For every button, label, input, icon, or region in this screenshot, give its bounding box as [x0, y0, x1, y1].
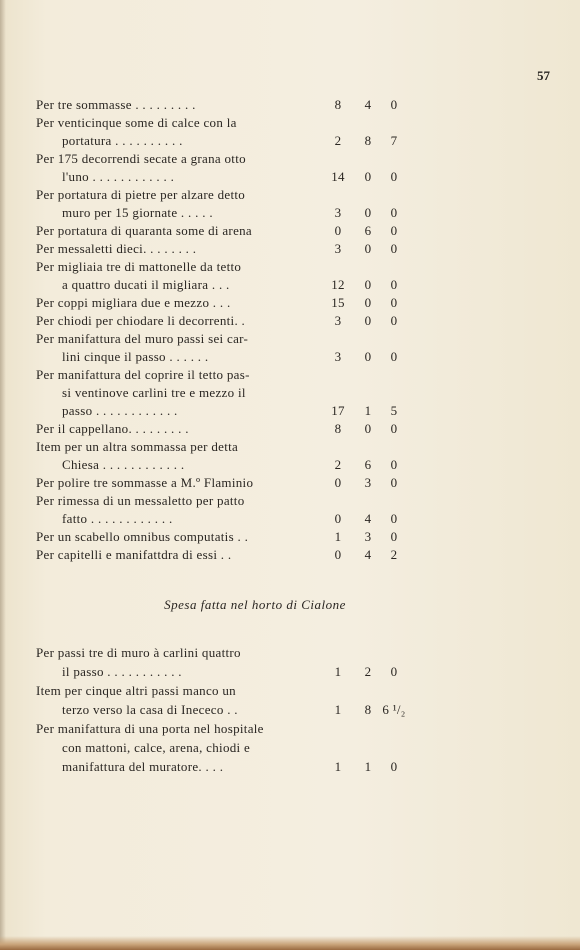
entry-row	[36, 348, 546, 366]
entry-row	[36, 510, 546, 528]
amount-carlini: 2	[364, 664, 372, 679]
entry-text: Per venticinque some di calce con la	[36, 115, 237, 130]
entry-row	[36, 663, 546, 682]
entry-text: muro per 15 giornate . . . . .	[62, 205, 213, 220]
entry-text: Per rimessa di un messaletto per patto	[36, 493, 245, 508]
amount-ducati: 1	[334, 702, 342, 717]
amount-ducati: 3	[334, 241, 342, 256]
entry-row	[36, 420, 546, 438]
entry-row	[36, 546, 546, 564]
entry-row	[36, 150, 546, 168]
amount-carlini: 0	[364, 421, 372, 436]
amount-carlini: 3	[364, 475, 372, 490]
amount-grana: 0	[390, 97, 398, 112]
entry-text: Per passi tre di muro à carlini quattro	[36, 645, 241, 660]
entry-text: l'uno . . . . . . . . . . . .	[62, 169, 175, 184]
section-heading: Spesa fatta nel horto di Cialone	[164, 597, 346, 612]
entry-row	[36, 644, 546, 663]
entry-text: fatto . . . . . . . . . . . .	[62, 511, 173, 526]
entry-text: Per capitelli e manifattdra di essi . .	[36, 547, 232, 562]
entry-text: a quattro ducati il migliara . . .	[62, 277, 230, 292]
entry-row	[36, 312, 546, 330]
amount-grana: 0	[390, 313, 398, 328]
entry-row	[36, 720, 546, 739]
amount-grana: 0	[390, 223, 398, 238]
amount-grana: 6 ¹/₂	[382, 702, 406, 717]
amount-grana: 2	[390, 547, 398, 562]
entry-text: il passo . . . . . . . . . . .	[62, 664, 182, 679]
amount-grana: 0	[390, 295, 398, 310]
entry-text: Per coppi migliara due e mezzo . . .	[36, 295, 231, 310]
page-number: 57	[537, 68, 550, 83]
amount-grana: 0	[390, 759, 398, 774]
amount-carlini: 0	[364, 349, 372, 364]
entry-text: Per manifattura del muro passi sei car-	[36, 331, 249, 346]
entry-row	[36, 384, 546, 402]
amount-grana: 0	[390, 511, 398, 526]
entry-row	[36, 402, 546, 420]
amount-ducati: 3	[334, 349, 342, 364]
entry-row	[36, 114, 546, 132]
amount-ducati: 0	[334, 223, 342, 238]
amount-carlini: 0	[364, 241, 372, 256]
amount-grana: 7	[390, 133, 398, 148]
entry-text: portatura . . . . . . . . . .	[62, 133, 183, 148]
amount-ducati: 0	[334, 511, 342, 526]
entry-text: terzo verso la casa di Inececo . .	[62, 702, 238, 717]
amount-carlini: 6	[364, 457, 372, 472]
amount-grana: 0	[390, 205, 398, 220]
entry-row	[36, 240, 546, 258]
entry-row	[36, 438, 546, 456]
entry-row	[36, 758, 546, 777]
entry-text: Per 175 decorrendi secate a grana otto	[36, 151, 246, 166]
amount-carlini: 6	[364, 223, 372, 238]
entry-row	[36, 492, 546, 510]
entry-text: Per il cappellano. . . . . . . . .	[36, 421, 189, 436]
amount-grana: 0	[390, 169, 398, 184]
amount-carlini: 0	[364, 277, 372, 292]
amount-carlini: 8	[364, 702, 372, 717]
entry-text: Per tre sommasse . . . . . . . . .	[36, 97, 196, 112]
entry-text: con mattoni, calce, arena, chiodi e	[62, 740, 251, 755]
amount-carlini: 1	[364, 403, 372, 418]
amount-carlini: 0	[364, 313, 372, 328]
entry-text: Per manifattura di una porta nel hospitale	[36, 721, 264, 736]
amount-ducati: 2	[334, 457, 342, 472]
entry-row	[36, 330, 546, 348]
entry-row	[36, 294, 546, 312]
amount-ducati: 17	[331, 403, 345, 418]
amount-ducati: 2	[334, 133, 342, 148]
amount-carlini: 0	[364, 205, 372, 220]
entry-text: manifattura del muratore. . . .	[62, 759, 224, 774]
entry-text: Per un scabello omnibus computatis . .	[36, 529, 249, 544]
amount-grana: 0	[390, 529, 398, 544]
entry-row	[36, 204, 546, 222]
amount-ducati: 14	[331, 169, 345, 184]
entry-text: Per portatura di pietre per alzare detto	[36, 187, 246, 202]
amount-carlini: 0	[364, 295, 372, 310]
amount-carlini: 4	[364, 511, 372, 526]
entry-row	[36, 682, 546, 701]
entry-text: Per chiodi per chiodare li decorrenti. .	[36, 313, 246, 328]
amount-grana: 0	[390, 349, 398, 364]
amount-ducati: 8	[334, 97, 342, 112]
entry-row	[36, 739, 546, 758]
amount-carlini: 4	[364, 547, 372, 562]
entry-row	[36, 366, 546, 384]
amount-ducati: 1	[334, 664, 342, 679]
entry-text: lini cinque il passo . . . . . .	[62, 349, 209, 364]
entry-text: Per messaletti dieci. . . . . . . .	[36, 241, 197, 256]
entry-text: Per migliaia tre di mattonelle da tetto	[36, 259, 242, 274]
amount-grana: 0	[390, 457, 398, 472]
amount-grana: 0	[390, 421, 398, 436]
amount-ducati: 0	[334, 547, 342, 562]
amount-carlini: 8	[364, 133, 372, 148]
entry-row	[36, 186, 546, 204]
amount-ducati: 3	[334, 205, 342, 220]
entry-row	[36, 456, 546, 474]
entry-row	[36, 701, 546, 720]
entry-text: Item per cinque altri passi manco un	[36, 683, 236, 698]
expense-list	[36, 96, 546, 564]
amount-ducati: 1	[334, 529, 342, 544]
amount-grana: 5	[390, 403, 398, 418]
amount-carlini: 3	[364, 529, 372, 544]
expense-list-horto	[36, 644, 546, 777]
entry-text: Item per un altra sommassa per detta	[36, 439, 239, 454]
entry-row	[36, 276, 546, 294]
entry-row	[36, 528, 546, 546]
entry-text: Per polire tre sommasse a M.º Flaminio	[36, 475, 254, 490]
entry-text: Per manifattura del coprire il tetto pas-	[36, 367, 250, 382]
amount-grana: 0	[390, 475, 398, 490]
amount-ducati: 8	[334, 421, 342, 436]
entry-text: Chiesa . . . . . . . . . . . .	[62, 457, 185, 472]
amount-carlini: 1	[364, 759, 372, 774]
amount-ducati: 12	[331, 277, 345, 292]
amount-carlini: 4	[364, 97, 372, 112]
amount-ducati: 1	[334, 759, 342, 774]
entry-text: passo . . . . . . . . . . . .	[62, 403, 178, 418]
page-edge-shadow	[0, 0, 6, 950]
entry-row	[36, 222, 546, 240]
amount-grana: 0	[390, 277, 398, 292]
entry-text: si ventinove carlini tre e mezzo il	[62, 385, 246, 400]
entry-row	[36, 96, 546, 114]
amount-carlini: 0	[364, 169, 372, 184]
amount-ducati: 15	[331, 295, 345, 310]
amount-grana: 0	[390, 241, 398, 256]
amount-grana: 0	[390, 664, 398, 679]
amount-ducati: 3	[334, 313, 342, 328]
amount-ducati: 0	[334, 475, 342, 490]
entry-row	[36, 168, 546, 186]
page-bottom-edge	[0, 936, 580, 950]
entry-text: Per portatura di quaranta some di arena	[36, 223, 253, 238]
entry-row	[36, 132, 546, 150]
entry-row	[36, 258, 546, 276]
entry-row	[36, 474, 546, 492]
